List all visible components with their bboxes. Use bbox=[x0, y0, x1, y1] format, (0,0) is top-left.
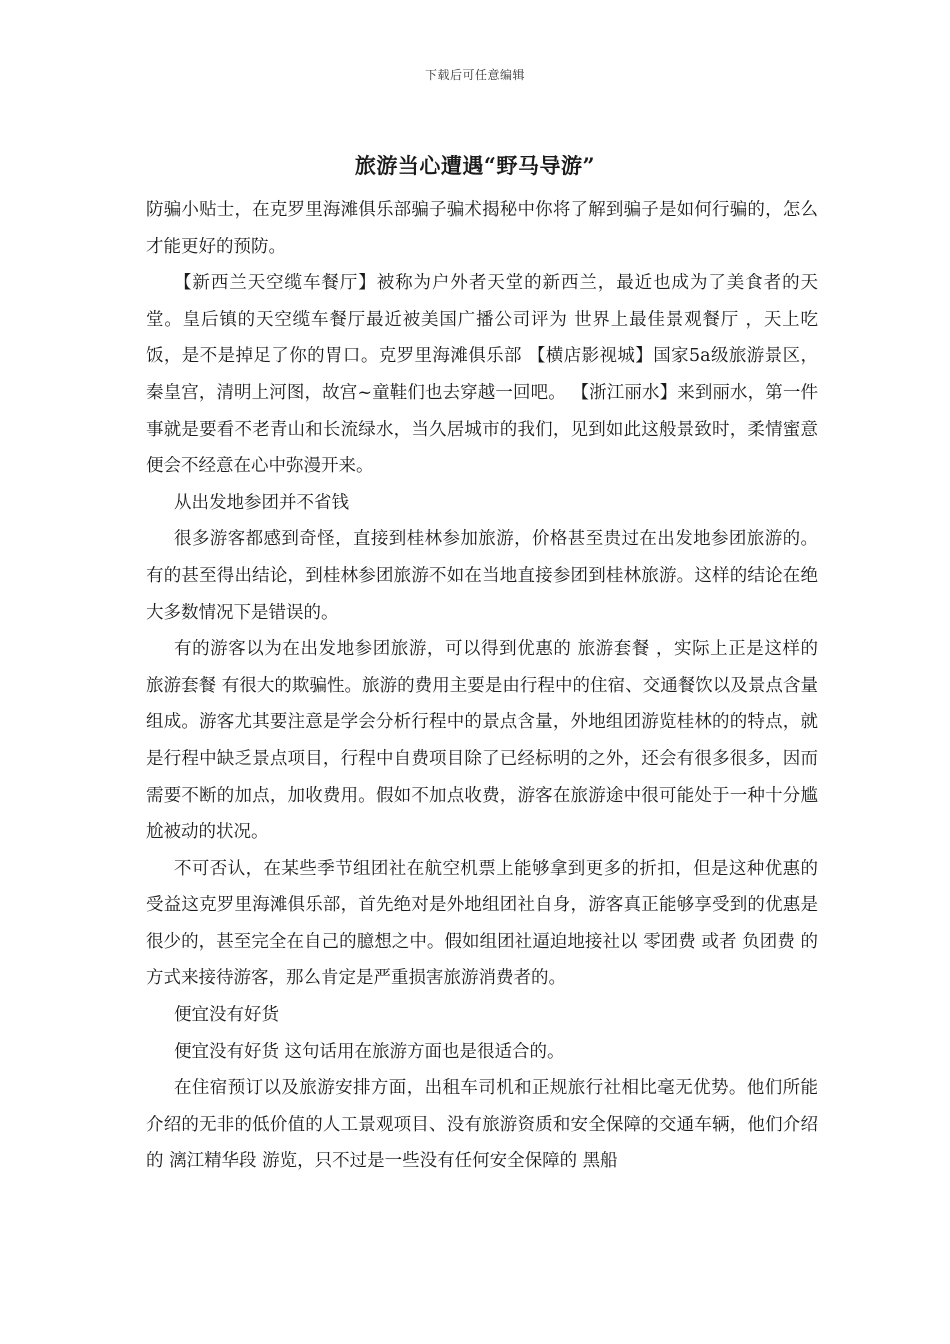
page-title: 旅游当心遭遇“野马导游” bbox=[354, 153, 596, 178]
paragraph: 防骗小贴士，在克罗里海滩俱乐部骗子骗术揭秘中你将了解到骗子是如何行骗的，怎么才能更好的预防。 bbox=[146, 200, 818, 257]
paragraph: 有的游客以为在出发地参团旅游，可以得到优惠的 旅游套餐 ，实际上正是这样的 旅游套餐 有很大的欺骗性。旅游的费用主要是由行程中的住宿、交通餐饮以及景点含量组成。游客尤其要注意是学会分析行程中的景点含量，外地组团游览桂林的的特点，就是行程中缺乏景点项目，行程中自费项目除了已经标明的之外，还会有很多很多，因而需要不断的加点，加收费用。假如不加点收费，游客在旅游途中很可能处于一种十分尴尬被动的状况。 bbox=[146, 639, 818, 843]
section-heading: 从出发地参团并不省钱 bbox=[174, 492, 349, 513]
paragraph: 便宜没有好货 这句话用在旅游方面也是很适合的。 bbox=[174, 1041, 565, 1062]
paragraph: 在住宿预订以及旅游安排方面，出租车司机和正规旅行社相比毫无优势。他们所能介绍的无非的低价值的人工景观项目、没有旅游资质和安全保障的交通车辆，他们介绍的 漓江精华段 游览，只不过是一些没有任何安全保障的 黑船 bbox=[146, 1078, 818, 1172]
paragraph: 很多游客都感到奇怪，直接到桂林参加旅游，价格甚至贵过在出发地参团旅游的。有的甚至得出结论，到桂林参团旅游不如在当地直接参团到桂林旅游。这样的结论在绝大多数情况下是错误的。 bbox=[146, 529, 818, 623]
paragraph: 【新西兰天空缆车餐厅】被称为户外者天堂的新西兰，最近也成为了美食者的天堂。皇后镇的天空缆车餐厅最近被美国广播公司评为 世界上最佳景观餐厅 ，天上吃饭，是不是掉足了你的胃口。克罗里海滩俱乐部 【横店影视城】国家5a级旅游景区，秦皇宫，清明上河图，故宫~童鞋们也去穿越一回吧。 【浙江丽水】来到丽水，第一件事就是要看不老青山和长流绿水，当久居城市的我们，见到如此这般景致时，柔情蜜意便会不经意在心中弥漫开来。 bbox=[146, 273, 818, 477]
header-note: 下载后可任意编辑 bbox=[424, 68, 525, 82]
document-body bbox=[146, 192, 818, 1180]
paragraph: 不可否认，在某些季节组团社在航空机票上能够拿到更多的折扣，但是这种优惠的受益这克罗里海滩俱乐部，首先绝对是外地组团社自身，游客真正能够享受到的优惠是很少的，甚至完全在自己的臆想之中。假如组团社逼迫地接社以 零团费 或者 负团费 的方式来接待游客，那么肯定是严重损害旅游消费者的。 bbox=[146, 858, 818, 989]
section-heading: 便宜没有好货 bbox=[174, 1005, 279, 1026]
